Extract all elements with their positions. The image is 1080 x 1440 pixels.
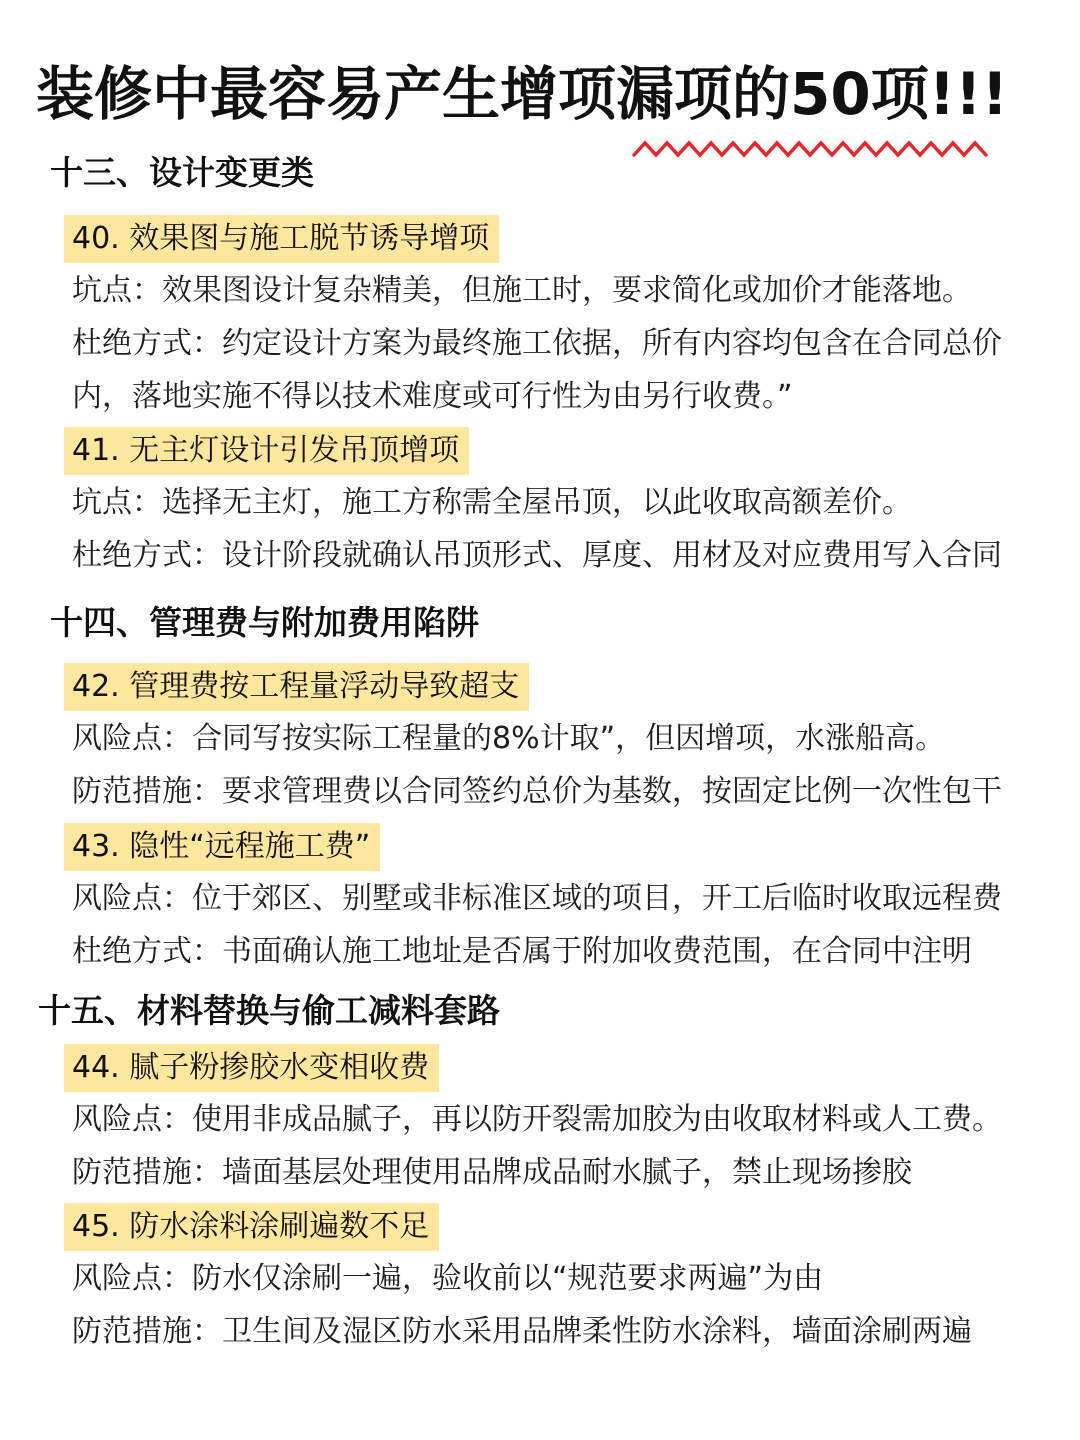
item-42-prevention: 防范措施：要求管理费以合同签约总价为基数，按固定比例一次性包干: [72, 774, 1002, 809]
item-title-42: 42. 管理费按工程量浮动导致超支: [64, 663, 529, 711]
item-title-40: 40. 效果图与施工脱节诱导增项: [64, 215, 499, 263]
section-heading-14: 十四、管理费与附加费用陷阱: [50, 603, 479, 642]
item-title-41: 41. 无主灯设计引发吊顶增项: [64, 427, 469, 475]
item-40-prevention-cont: 内，落地实施不得以技术难度或可行性为由另行收费。”: [72, 379, 793, 414]
section-heading-15: 十五、材料替换与偷工减料套路: [38, 991, 500, 1030]
item-title-43: 43. 隐性“远程施工费”: [64, 823, 380, 871]
item-45-risk: 风险点：防水仅涂刷一遍，验收前以“规范要求两遍”为由: [72, 1261, 824, 1296]
item-41-prevention: 杜绝方式：设计阶段就确认吊顶形式、厚度、用材及对应费用写入合同: [72, 538, 1002, 573]
item-41-pitfall: 坑点：选择无主灯，施工方称需全屋吊顶，以此收取高额差价。: [72, 485, 912, 520]
item-title-45: 45. 防水涂料涂刷遍数不足: [64, 1203, 439, 1251]
item-44-prevention: 防范措施：墙面基层处理使用品牌成品耐水腻子，禁止现场掺胶: [72, 1155, 912, 1190]
item-44-risk: 风险点：使用非成品腻子，再以防开裂需加胶为由收取材料或人工费。: [72, 1102, 1002, 1137]
item-42-risk: 风险点：合同写按实际工程量的8%计取”，但因增项，水涨船高。: [72, 721, 946, 756]
red-squiggle-underline: [632, 138, 990, 162]
item-43-prevention: 杜绝方式：书面确认施工地址是否属于附加收费范围，在合同中注明: [72, 934, 972, 969]
page-title: 装修中最容易产生增项漏项的50项!!!: [36, 60, 1009, 128]
item-title-44: 44. 腻子粉掺胶水变相收费: [64, 1044, 439, 1092]
item-40-prevention: 杜绝方式：约定设计方案为最终施工依据，所有内容均包含在合同总价: [72, 326, 1002, 361]
item-45-prevention: 防范措施：卫生间及湿区防水采用品牌柔性防水涂料，墙面涂刷两遍: [72, 1314, 972, 1349]
section-heading-13: 十三、设计变更类: [50, 153, 314, 192]
item-40-pitfall: 坑点：效果图设计复杂精美，但施工时，要求简化或加价才能落地。: [72, 273, 972, 308]
item-43-risk: 风险点：位于郊区、别墅或非标准区域的项目，开工后临时收取远程费: [72, 881, 1002, 916]
